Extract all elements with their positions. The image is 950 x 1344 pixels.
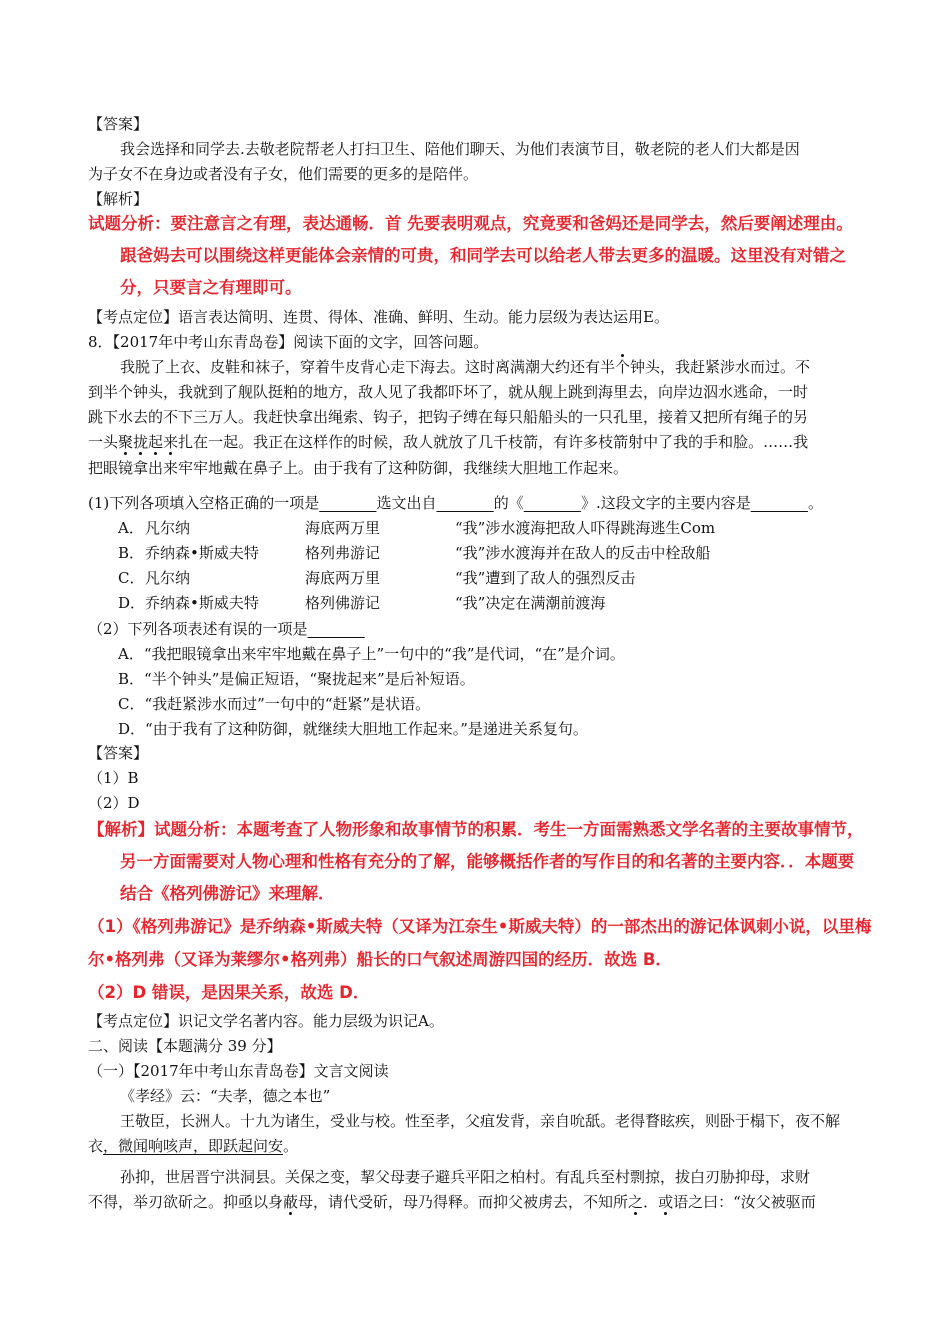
option-line: D．“由于我有了这种防御，就继续大胆地工作起来。”是递进关系复句。 bbox=[118, 720, 588, 738]
answer-blank bbox=[751, 494, 808, 512]
option-line: B．“半个钟头”是偏正短语，“聚拢起来”是后补短语。 bbox=[118, 670, 475, 688]
analysis-tag: 【解析】 bbox=[88, 190, 149, 208]
answer-text: （1）B bbox=[88, 769, 139, 787]
option-book: 格列佛游记 bbox=[305, 594, 381, 612]
answer-text: （2）D bbox=[88, 794, 140, 812]
answer-tag: 【答案】 bbox=[88, 115, 149, 133]
option-author: 乔纳森•斯威夫特 bbox=[145, 544, 259, 562]
answer-blank bbox=[308, 620, 365, 638]
answer-blank bbox=[319, 494, 376, 512]
option-letter: B． bbox=[118, 544, 145, 562]
option-letter: C． bbox=[118, 569, 145, 587]
emphasis-char: 个 bbox=[615, 358, 631, 376]
option-letter: D． bbox=[118, 594, 146, 612]
passage-line: 孙抑，世居晋宁洪洞县。关保之变，挈父母妻子避兵平阳之柏村。有乱兵至村剽掠，拔白刃胁抑母，求财 bbox=[120, 1168, 811, 1186]
answer-tag: 【答案】 bbox=[88, 744, 149, 762]
passage-line: 跳下水去的不下三万人。我赶快拿出绳索、钩子，把钩子缚在每只船船头的一只孔里，接着又把所有绳子的另 bbox=[88, 408, 809, 426]
option-book: 格列弗游记 bbox=[305, 544, 381, 562]
passage-line: 不得，举刃欲斫之。抑亟以身蔽母，请代受斫，母乃得释。而抑父被虏去，不知所之．或语之曰：“汝父被驱而 bbox=[88, 1193, 816, 1211]
option-content: “我”决定在满潮前渡海 bbox=[455, 594, 606, 612]
option-line: C．“我赶紧涉水而过”一句中的“赶紧”是状语。 bbox=[118, 695, 431, 713]
knowledge-point: 【考点定位】识记文学名著内容。能力层级为识记A。 bbox=[88, 1012, 444, 1030]
analysis-text: （1）《格列弗游记》是乔纳森•斯威夫特（又译为江奈生•斯威夫特）的一部杰出的游记体讽刺小说，以里梅 bbox=[88, 917, 872, 936]
option-author: 凡尔纳 bbox=[145, 519, 191, 537]
analysis-text: 试题分析：要注意言之有理，表达通畅．首 先要表明观点，究竟要和爸妈还是同学去，然后要阐述理由。 bbox=[88, 214, 853, 233]
question-header: 8．【2017年中考山东青岛卷】阅读下面的文字，回答问题。 bbox=[88, 333, 489, 351]
emphasis-char: 起 bbox=[148, 433, 164, 451]
answer-blank bbox=[524, 494, 581, 512]
analysis-text: 跟爸妈去可以围绕这样更能体会亲情的可贵，和同学去可以给老人带去更多的温暖。这里没有对错之 bbox=[120, 246, 846, 265]
option-book: 海底两万里 bbox=[305, 569, 381, 587]
analysis-text: （2）D 错误，是因果关系，故选 D． bbox=[88, 983, 370, 1002]
sub-question-2: （2）下列各项表述有误的一项是 bbox=[88, 619, 365, 639]
emphasis-char: 来 bbox=[163, 433, 179, 451]
passage-line: 我脱了上衣、皮鞋和袜子，穿着牛皮背心走下海去。这时离满潮大约还有半个钟头，我赶紧涉水而过。不 bbox=[120, 358, 811, 376]
option-author: 凡尔纳 bbox=[145, 569, 191, 587]
underlined-sentence: ，微闻响咳声，即跃起问安 bbox=[103, 1137, 284, 1155]
option-letter: A． bbox=[118, 519, 144, 537]
emphasis-char: 聚 bbox=[118, 433, 134, 451]
sub-question-1: (1)下列各项填入空格正确的一项是 选文出自 的《 》.这段文字的主要内容是 。 bbox=[88, 494, 823, 512]
quote-line: 《孝经》云：“夫孝，德之本也” bbox=[120, 1087, 331, 1105]
section-header: 二、阅读【本题满分 39 分】 bbox=[88, 1037, 282, 1055]
analysis-text: 另一方面需要对人物心理和性格有充分的了解，能够概括作者的写作目的和名著的主要内容．．本题要 bbox=[120, 852, 855, 871]
emphasis-char: 或 bbox=[658, 1193, 674, 1211]
sub-section-header: （一）【2017年中考山东青岛卷】文言文阅读 bbox=[88, 1062, 389, 1080]
option-book: 海底两万里 bbox=[305, 519, 381, 537]
option-line: A．“我把眼镜拿出来牢牢地戴在鼻子上”一句中的“我”是代词，“在”是介词。 bbox=[118, 645, 625, 663]
option-author: 乔纳森•斯威夫特 bbox=[145, 594, 259, 612]
answer-text: 为子女不在身边或者没有子女，他们需要的更多的是陪伴。 bbox=[88, 165, 479, 183]
option-content: “我”遭到了敌人的强烈反击 bbox=[455, 569, 636, 587]
analysis-text: 尔•格列弗（又译为莱缪尔•格列弗）船长的口气叙述周游四国的经历．故选 B． bbox=[88, 950, 672, 969]
passage-line: 一头聚拢起来扎在一起。我正在这样作的时候，敌人就放了几千枝箭，有许多枝箭射中了我的手和脸。……我 bbox=[88, 433, 809, 451]
passage-line: 王敬臣，长洲人。十九为诸生，受业与校。性至孝，父疽发背，亲自吮舐。老得瞀眩疾，则卧于榻下，夜不解 bbox=[120, 1112, 841, 1130]
analysis-text: 分，只要言之有理即可。 bbox=[120, 278, 302, 297]
emphasis-char: 拢 bbox=[133, 433, 149, 451]
analysis-text: 【解析】试题分析：本题考查了人物形象和故事情节的积累．考生一方面需熟悉文学名著的主要故事情节， bbox=[88, 820, 864, 839]
answer-text: 我会选择和同学去.去敬老院帮老人打扫卫生、陪他们聊天、为他们表演节目，敬老院的老人们大都是因 bbox=[120, 140, 800, 158]
analysis-text: 结合《格列佛游记》来理解． bbox=[120, 884, 335, 903]
passage-line: 衣，微闻响咳声，即跃起问安。 bbox=[88, 1137, 299, 1155]
option-content: “我”涉水渡海并在敌人的反击中栓敌船 bbox=[455, 544, 711, 562]
knowledge-point: 【考点定位】语言表达简明、连贯、得体、准确、鲜明、生动。能力层级为表达运用E。 bbox=[88, 308, 669, 326]
emphasis-char: 之 bbox=[628, 1193, 644, 1211]
passage-line: 把眼镜拿出来牢牢地戴在鼻子上。由于我有了这种防御，我继续大胆地工作起来。 bbox=[88, 459, 629, 477]
emphasis-char: 蔽 bbox=[283, 1193, 299, 1211]
option-content: “我”涉水渡海把敌人吓得跳海逃生Com bbox=[455, 519, 716, 537]
passage-line: 到半个钟头，我就到了舰队挺粕的地方，敌人见了我都吓坏了，就从舰上跳到海里去，向岸边泅水逃命，一时 bbox=[88, 383, 809, 401]
answer-blank bbox=[436, 494, 493, 512]
